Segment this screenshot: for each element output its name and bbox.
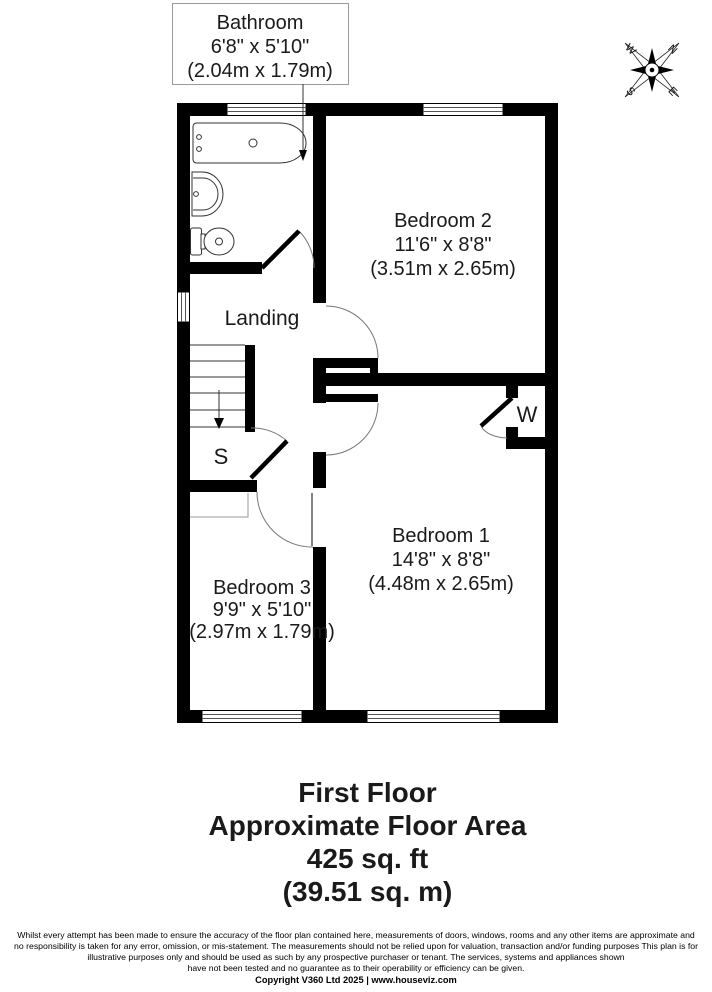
wall-wardrobe-jamb	[506, 427, 518, 437]
compass-rose	[622, 42, 679, 99]
compass-east-label: E	[665, 84, 680, 99]
area-metric: (39.51 sq. m)	[282, 876, 453, 907]
bathroom-fixtures	[191, 123, 307, 255]
area-imperial: 425 sq. ft	[306, 843, 429, 874]
disclaimer-line: illustrative purposes only and should be used as such by any prospective purchaser or tenant. The services, systems and appliances shown	[87, 951, 625, 962]
cupboard-door	[251, 428, 287, 478]
wall-bottom-b	[302, 710, 367, 723]
bedroom1-door	[326, 403, 378, 455]
bathtub	[193, 123, 306, 163]
callout-size-metric: (2.04m x 1.79m)	[187, 60, 333, 82]
disclaimer-line: no responsibility is taken for any error, omission, or mis-statement. The measurements should not be relied upon for valuation, transaction and/or funding purposes This plan is for	[14, 940, 698, 951]
bedroom3-name: Bedroom 3	[213, 577, 311, 599]
wall-bathroom-bottom	[190, 262, 262, 274]
copyright-line: Copyright V360 Ltd 2025 | www.houseviz.com	[255, 974, 457, 985]
bedroom1-size-metric: (4.48m x 2.65m)	[368, 573, 514, 595]
bedroom3-size-metric: (2.97m x 1.79m)	[189, 621, 335, 643]
callout-room-name: Bathroom	[216, 12, 304, 34]
landing-label: Landing	[224, 307, 300, 330]
bedroom1-window	[367, 711, 500, 723]
wall-top-mid	[306, 103, 423, 116]
compass-hub-dot	[650, 68, 655, 73]
bedroom2-size-metric: (3.51m x 2.65m)	[370, 258, 516, 280]
callout-size-imperial: 6'8" x 5'10"	[210, 36, 310, 58]
bedroom2-window	[423, 104, 503, 116]
wall-bottom-c	[500, 710, 558, 723]
wall-bedroom-divider	[313, 373, 545, 386]
bedroom3-window	[202, 711, 302, 723]
area-heading: Approximate Floor Area	[208, 810, 527, 841]
bedroom2-name: Bedroom 2	[394, 210, 492, 232]
staircase	[190, 345, 245, 429]
bedroom2-door	[326, 306, 378, 358]
cupboard-label: S	[213, 444, 229, 469]
bedroom3-label	[189, 577, 335, 643]
bathroom-window	[227, 104, 306, 116]
compass-south-label: S	[623, 84, 638, 99]
wall-stairs-side	[245, 345, 255, 432]
bedroom2-size-imperial: 11'6" x 8'8"	[394, 234, 492, 256]
compass-west-label: W	[622, 41, 639, 58]
wall-wardrobe-bottom	[506, 437, 545, 449]
bedroom1-name: Bedroom 1	[392, 525, 490, 547]
disclaimer	[0, 930, 712, 986]
disclaimer-line: Whilst every attempt has been made to ensure the accuracy of the floor plan contained here, measurements of doors, windows, rooms and any other items are approximate and	[17, 930, 695, 940]
wall-bottom-a	[177, 710, 202, 723]
bedroom3-size-imperial: 9'9" x 5'10"	[212, 599, 312, 621]
wall-left-lower	[177, 322, 190, 723]
compass-north-label: N	[665, 42, 680, 57]
wall-center-3	[313, 452, 326, 488]
landing-window	[178, 292, 190, 322]
bedroom2-label	[370, 210, 516, 280]
bedroom1-size-imperial: 14'8" x 8'8"	[391, 549, 491, 571]
wall-right	[545, 103, 558, 723]
disclaimer-line: have not been tested and no guarantee as to their operability or efficiency can be given.	[187, 962, 525, 973]
bedroom1-label	[368, 525, 514, 595]
floor-summary	[0, 776, 712, 908]
wall-landing-bar1	[313, 358, 378, 368]
floor-name: First Floor	[298, 777, 437, 808]
understairs-outline	[190, 493, 248, 517]
bathroom-door	[262, 231, 314, 268]
toilet	[191, 228, 235, 255]
wall-bedroom3-top	[190, 480, 257, 492]
wall-landing-bar3	[326, 394, 378, 402]
washbasin	[192, 172, 223, 216]
wall-left-upper	[177, 103, 190, 292]
wall-center-1	[313, 116, 326, 303]
wall-wardrobe-post	[506, 386, 518, 398]
bedroom3-door	[257, 492, 313, 547]
wardrobe-label: W	[516, 402, 538, 427]
